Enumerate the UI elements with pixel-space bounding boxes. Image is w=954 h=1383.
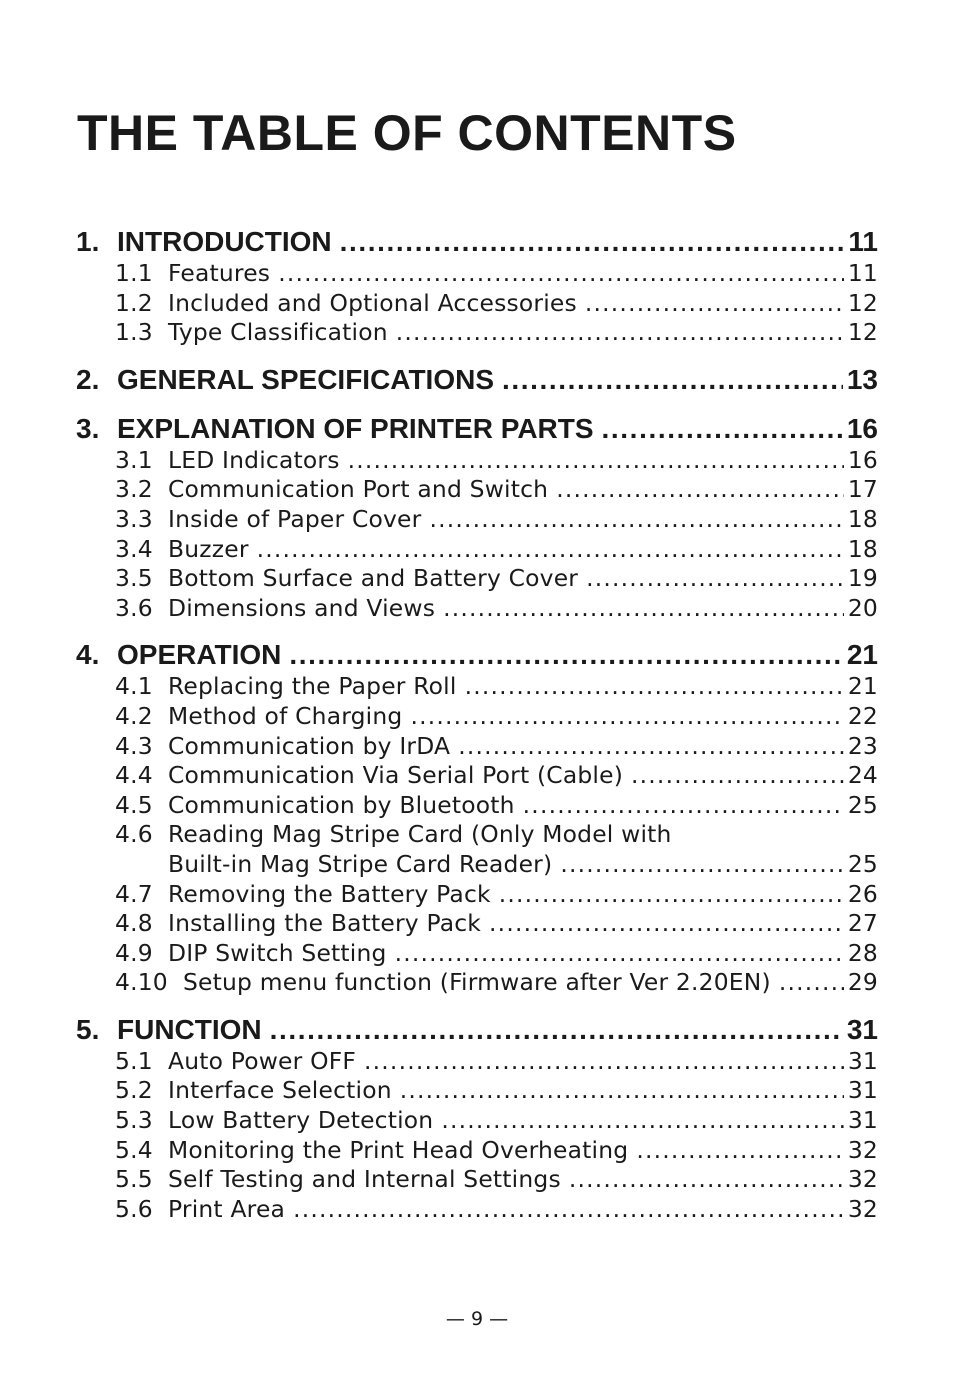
chapter-title: OPERATION [117, 639, 282, 671]
subsection-page-number: 21 [847, 672, 878, 701]
subsection-number: 3.4 [115, 534, 153, 563]
subsection-title: Monitoring the Print Head Overheating [168, 1135, 629, 1164]
subsection-page-number: 11 [847, 259, 878, 287]
subsection-title: Communication by Bluetooth [168, 790, 515, 819]
chapter-title: EXPLANATION OF PRINTER PARTS [117, 412, 594, 444]
chapter-number: 5. [76, 1013, 100, 1045]
subsection-number: 3.1 [115, 445, 153, 474]
subsection-title: Method of Charging [168, 701, 403, 730]
chapter-title: GENERAL SPECIFICATIONS [117, 363, 495, 395]
page-number-footer: — 9 — [445, 1308, 509, 1330]
toc-subsection-entry[interactable] [76, 939, 878, 969]
subsection-title: Communication by IrDA [168, 731, 451, 760]
subsection-page-number: 16 [847, 445, 878, 474]
subsection-number: 4.5 [115, 790, 153, 819]
table-of-contents [76, 225, 878, 1239]
toc-subsection-entry[interactable] [76, 1047, 878, 1077]
toc-subsection-entry[interactable] [76, 1106, 878, 1136]
dot-leader [636, 1136, 844, 1166]
chapter-page-number: 11 [848, 226, 878, 257]
toc-subsection-entry[interactable] [76, 702, 878, 732]
subsection-title: Installing the Battery Pack [168, 909, 482, 938]
toc-section [76, 225, 878, 348]
subsection-page-number: 31 [847, 1046, 878, 1075]
subsection-title: LED Indicators [168, 445, 340, 474]
toc-chapter-entry[interactable] [76, 225, 878, 259]
subsection-page-number: 12 [847, 288, 878, 317]
chapter-number: 4. [76, 639, 100, 671]
toc-subsection-entry[interactable] [76, 1136, 878, 1166]
chapter-title: INTRODUCTION [117, 226, 332, 257]
chapter-page-number: 21 [846, 639, 878, 671]
subsection-number: 5.1 [115, 1046, 153, 1075]
dot-leader [602, 412, 843, 446]
dot-leader [523, 791, 844, 821]
subsection-title: Reading Mag Stripe Card (Only Model with [168, 820, 672, 849]
subsection-page-number: 17 [847, 475, 878, 504]
toc-subsection-entry[interactable] [76, 475, 878, 505]
dot-leader [257, 535, 844, 565]
chapter-page-number: 13 [846, 363, 878, 395]
toc-subsection-continuation[interactable] [76, 850, 878, 880]
subsection-number: 1.1 [115, 259, 153, 287]
toc-subsection-entry[interactable] [76, 594, 878, 624]
dot-leader [569, 1165, 844, 1195]
toc-subsection-entry[interactable] [76, 791, 878, 821]
subsection-title: DIP Switch Setting [168, 938, 387, 967]
toc-section [76, 1013, 878, 1225]
subsection-page-number: 24 [847, 761, 878, 790]
dot-leader [270, 1013, 843, 1047]
subsection-title: Low Battery Detection [168, 1106, 434, 1135]
subsection-title: Replacing the Paper Roll [168, 672, 457, 701]
toc-subsection-entry[interactable] [76, 909, 878, 939]
subsection-title: Communication Port and Switch [168, 475, 549, 504]
subsection-title: Interface Selection [168, 1076, 392, 1105]
dot-leader [340, 225, 845, 259]
subsection-number: 4.7 [115, 879, 153, 908]
subsection-title: Self Testing and Internal Settings [168, 1165, 561, 1194]
subsection-page-number: 25 [847, 849, 878, 878]
toc-subsection-entry[interactable] [76, 820, 878, 850]
subsection-page-number: 32 [847, 1165, 878, 1194]
subsection-page-number: 20 [847, 593, 878, 622]
subsection-number: 4.8 [115, 909, 153, 938]
toc-subsection-entry[interactable] [76, 289, 878, 319]
toc-subsection-entry[interactable] [76, 968, 878, 998]
dot-leader [585, 289, 844, 319]
subsection-page-number: 12 [847, 318, 878, 347]
toc-chapter-entry[interactable] [76, 363, 878, 397]
dot-leader [560, 850, 844, 880]
subsection-number: 1.3 [115, 318, 153, 347]
subsection-number: 4.6 [115, 820, 153, 849]
subsection-page-number: 18 [847, 534, 878, 563]
subsection-page-number: 32 [847, 1135, 878, 1164]
toc-subsection-entry[interactable] [76, 880, 878, 910]
dot-leader [348, 446, 844, 476]
dot-leader [293, 1195, 844, 1225]
subsection-number: 5.6 [115, 1194, 153, 1223]
chapter-number: 2. [76, 363, 100, 395]
chapter-title: FUNCTION [117, 1013, 262, 1045]
subsection-page-number: 26 [847, 879, 878, 908]
subsection-page-number: 28 [847, 938, 878, 967]
subsection-title: Bottom Surface and Battery Cover [168, 564, 579, 593]
subsection-page-number: 22 [847, 701, 878, 730]
subsection-title: Inside of Paper Cover [168, 504, 422, 533]
dot-leader [465, 672, 844, 702]
chapter-number: 3. [76, 412, 100, 444]
subsection-number: 5.4 [115, 1135, 153, 1164]
subsection-page-number: 27 [847, 909, 878, 938]
dot-leader [458, 732, 844, 762]
dot-leader [556, 475, 844, 505]
subsection-title: Print Area [168, 1194, 286, 1223]
subsection-title: Dimensions and Views [168, 593, 436, 622]
toc-subsection-entry[interactable] [76, 761, 878, 791]
subsection-page-number: 29 [847, 968, 878, 997]
subsection-page-number: 23 [847, 731, 878, 760]
subsection-number: 5.3 [115, 1106, 153, 1135]
subsection-number: 1.2 [115, 288, 153, 317]
toc-subsection-entry[interactable] [76, 1076, 878, 1106]
dot-leader [278, 259, 844, 289]
subsection-number: 4.1 [115, 672, 153, 701]
toc-subsection-entry[interactable] [76, 259, 878, 289]
subsection-page-number: 31 [847, 1076, 878, 1105]
dot-leader [489, 909, 844, 939]
subsection-number: 4.2 [115, 701, 153, 730]
dot-leader [429, 505, 843, 535]
subsection-title-continuation: Built-in Mag Stripe Card Reader) [168, 849, 553, 878]
dot-leader [443, 594, 844, 624]
subsection-title: Buzzer [168, 534, 249, 563]
subsection-number: 3.3 [115, 504, 153, 533]
subsection-page-number: 18 [847, 504, 878, 533]
dot-leader [400, 1076, 844, 1106]
toc-subsection-entry[interactable] [76, 318, 878, 348]
toc-chapter-entry[interactable] [76, 412, 878, 446]
toc-section [76, 638, 878, 998]
dot-leader [779, 968, 844, 998]
subsection-title: Auto Power OFF [168, 1046, 357, 1075]
toc-subsection-entry[interactable] [76, 1195, 878, 1225]
toc-subsection-entry[interactable] [76, 1165, 878, 1195]
subsection-number: 3.6 [115, 593, 153, 622]
toc-subsection-entry[interactable] [76, 535, 878, 565]
toc-subsection-entry[interactable] [76, 446, 878, 476]
toc-chapter-entry[interactable] [76, 1013, 878, 1047]
dot-leader [586, 564, 844, 594]
subsection-number: 4.9 [115, 938, 153, 967]
subsection-number: 3.2 [115, 475, 153, 504]
dot-leader [410, 702, 843, 732]
toc-section [76, 412, 878, 624]
subsection-title: Setup menu function (Firmware after Ver 2.20EN) [183, 968, 771, 997]
dot-leader [289, 638, 842, 672]
subsection-number: 3.5 [115, 564, 153, 593]
subsection-number: 4.10 [115, 968, 168, 997]
toc-subsection-entry[interactable] [76, 505, 878, 535]
dot-leader [396, 318, 844, 348]
toc-chapter-entry[interactable] [76, 638, 878, 672]
chapter-page-number: 31 [846, 1013, 878, 1045]
subsection-title: Included and Optional Accessories [168, 288, 577, 317]
dot-leader [364, 1047, 844, 1077]
chapter-number: 1. [76, 226, 100, 257]
subsection-page-number: 19 [847, 564, 878, 593]
subsection-number: 4.4 [115, 761, 153, 790]
subsection-page-number: 32 [847, 1194, 878, 1223]
subsection-number: 4.3 [115, 731, 153, 760]
subsection-title: Communication Via Serial Port (Cable) [168, 761, 624, 790]
dot-leader [631, 761, 844, 791]
subsection-number: 5.5 [115, 1165, 153, 1194]
dot-leader [499, 880, 844, 910]
toc-subsection-entry[interactable] [76, 732, 878, 762]
page-title: THE TABLE OF CONTENTS [77, 105, 737, 161]
toc-section [76, 363, 878, 397]
toc-subsection-entry[interactable] [76, 672, 878, 702]
subsection-page-number: 31 [847, 1106, 878, 1135]
subsection-page-number: 25 [847, 790, 878, 819]
subsection-title: Type Classification [168, 318, 388, 347]
dot-leader [395, 939, 844, 969]
subsection-number: 5.2 [115, 1076, 153, 1105]
chapter-page-number: 16 [846, 412, 878, 444]
toc-subsection-entry[interactable] [76, 564, 878, 594]
dot-leader [502, 363, 843, 397]
subsection-title: Removing the Battery Pack [168, 879, 491, 908]
dot-leader [441, 1106, 843, 1136]
subsection-title: Features [168, 259, 271, 287]
